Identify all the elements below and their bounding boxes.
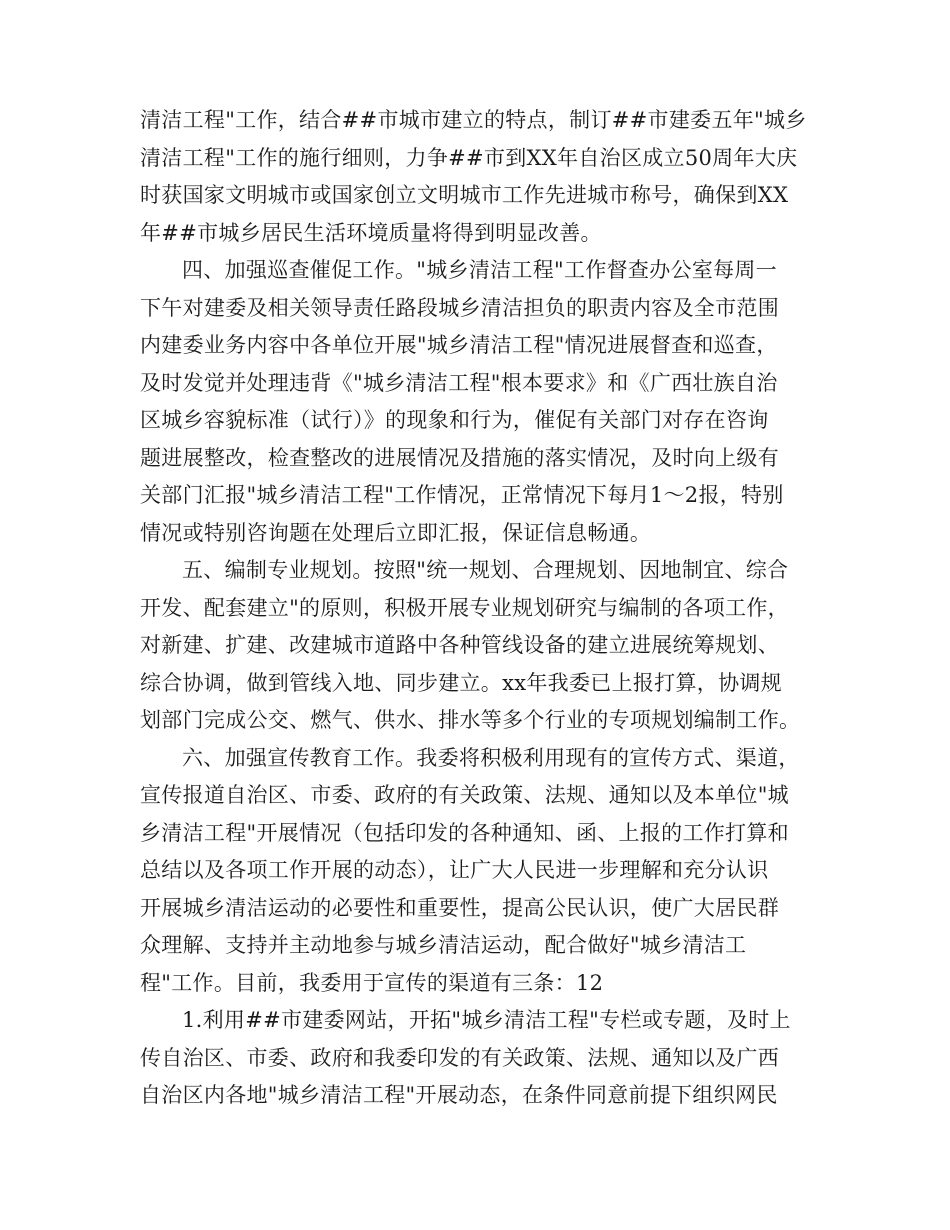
text-line: 四、加强巡查催促工作。"城乡清洁工程"工作督查办公室每周一 <box>182 258 778 282</box>
paragraph-section-6 <box>140 740 812 1003</box>
text-line: 及时发觉并处理违背《"城乡清洁工程"根本要求》和《广西壮族自治 <box>140 370 778 395</box>
text-line: 对新建、扩建、改建城市道路中各种管线设备的建立进展统筹规划、 <box>140 633 779 657</box>
text-line: 清洁工程"工作的施行细则，力争##市到XX年自治区成立50周年大庆 <box>140 145 798 170</box>
text-line: 传自治区、市委、政府和我委印发的有关政策、法规、通知以及广西 <box>140 1045 779 1070</box>
text-line: 开发、配套建立"的原则，积极开展专业规划研究与编制的各项工作， <box>140 595 789 620</box>
paragraph-section-5 <box>140 552 812 740</box>
text-line: 自治区内各地"城乡清洁工程"开展动态，在条件同意前提下组织网民 <box>140 1083 778 1107</box>
text-line: 开展城乡清洁运动的必要性和重要性，提高公民认识，使广大居民群 <box>140 895 779 920</box>
text-line: 1.利用##市建委网站，开拓"城乡清洁工程"专栏或专题，及时上 <box>182 1008 791 1032</box>
text-line: 众理解、支持并主动地参与城乡清洁运动，配合做好"城乡清洁工 <box>140 933 747 957</box>
document-body <box>140 102 812 1115</box>
text-line: 综合协调，做到管线入地、同步建立。xx年我委已上报打算，协调规 <box>140 670 782 695</box>
text-line: 情况或特别咨询题在处理后立即汇报，保证信息畅通。 <box>140 520 652 545</box>
paragraph-item-1 <box>140 1002 812 1115</box>
text-line: 题进展整改，检查整改的进展情况及措施的落实情况，及时向上级有 <box>140 445 779 470</box>
text-line: 五、编制专业规划。按照"统一规划、合理规划、因地制宜、综合 <box>182 558 789 582</box>
text-line: 六、加强宣传教育工作。我委将积极利用现有的宣传方式、渠道， <box>182 745 800 770</box>
text-line: 总结以及各项工作开展的动态），让广大人民进一步理解和充分认识 <box>140 858 769 882</box>
text-line: 区城乡容貌标准（试行）》的现象和行为，催促有关部门对存在咨询 <box>140 408 769 432</box>
text-line: 年##市城乡居民生活环境质量将得到明显改善。 <box>140 220 602 245</box>
text-line: 下午对建委及相关领导责任路段城乡清洁担负的职责内容及全市范围 <box>140 295 779 320</box>
text-line: 划部门完成公交、燃气、供水、排水等多个行业的专项规划编制工作。 <box>140 708 801 732</box>
paragraph-continuation <box>140 102 812 252</box>
text-line: 关部门汇报"城乡清洁工程"工作情况，正常情况下每月1～2报，特别 <box>140 483 784 507</box>
text-line: 时获国家文明城市或国家创立文明城市工作先进城市称号，确保到XX <box>140 183 789 207</box>
paragraph-section-4 <box>140 252 812 552</box>
text-line: 内建委业务内容中各单位开展"城乡清洁工程"情况进展督查和巡查， <box>140 333 778 357</box>
text-line: 乡清洁工程"开展情况（包括印发的各种通知、函、上报的工作打算和 <box>140 820 789 845</box>
text-line: 清洁工程"工作，结合##市城市建立的特点，制订##市建委五年"城乡 <box>140 108 807 132</box>
text-line: 宣传报道自治区、市委、政府的有关政策、法规、通知以及本单位"城 <box>140 783 789 807</box>
text-line: 程"工作。目前，我委用于宣传的渠道有三条：12 <box>140 970 604 995</box>
